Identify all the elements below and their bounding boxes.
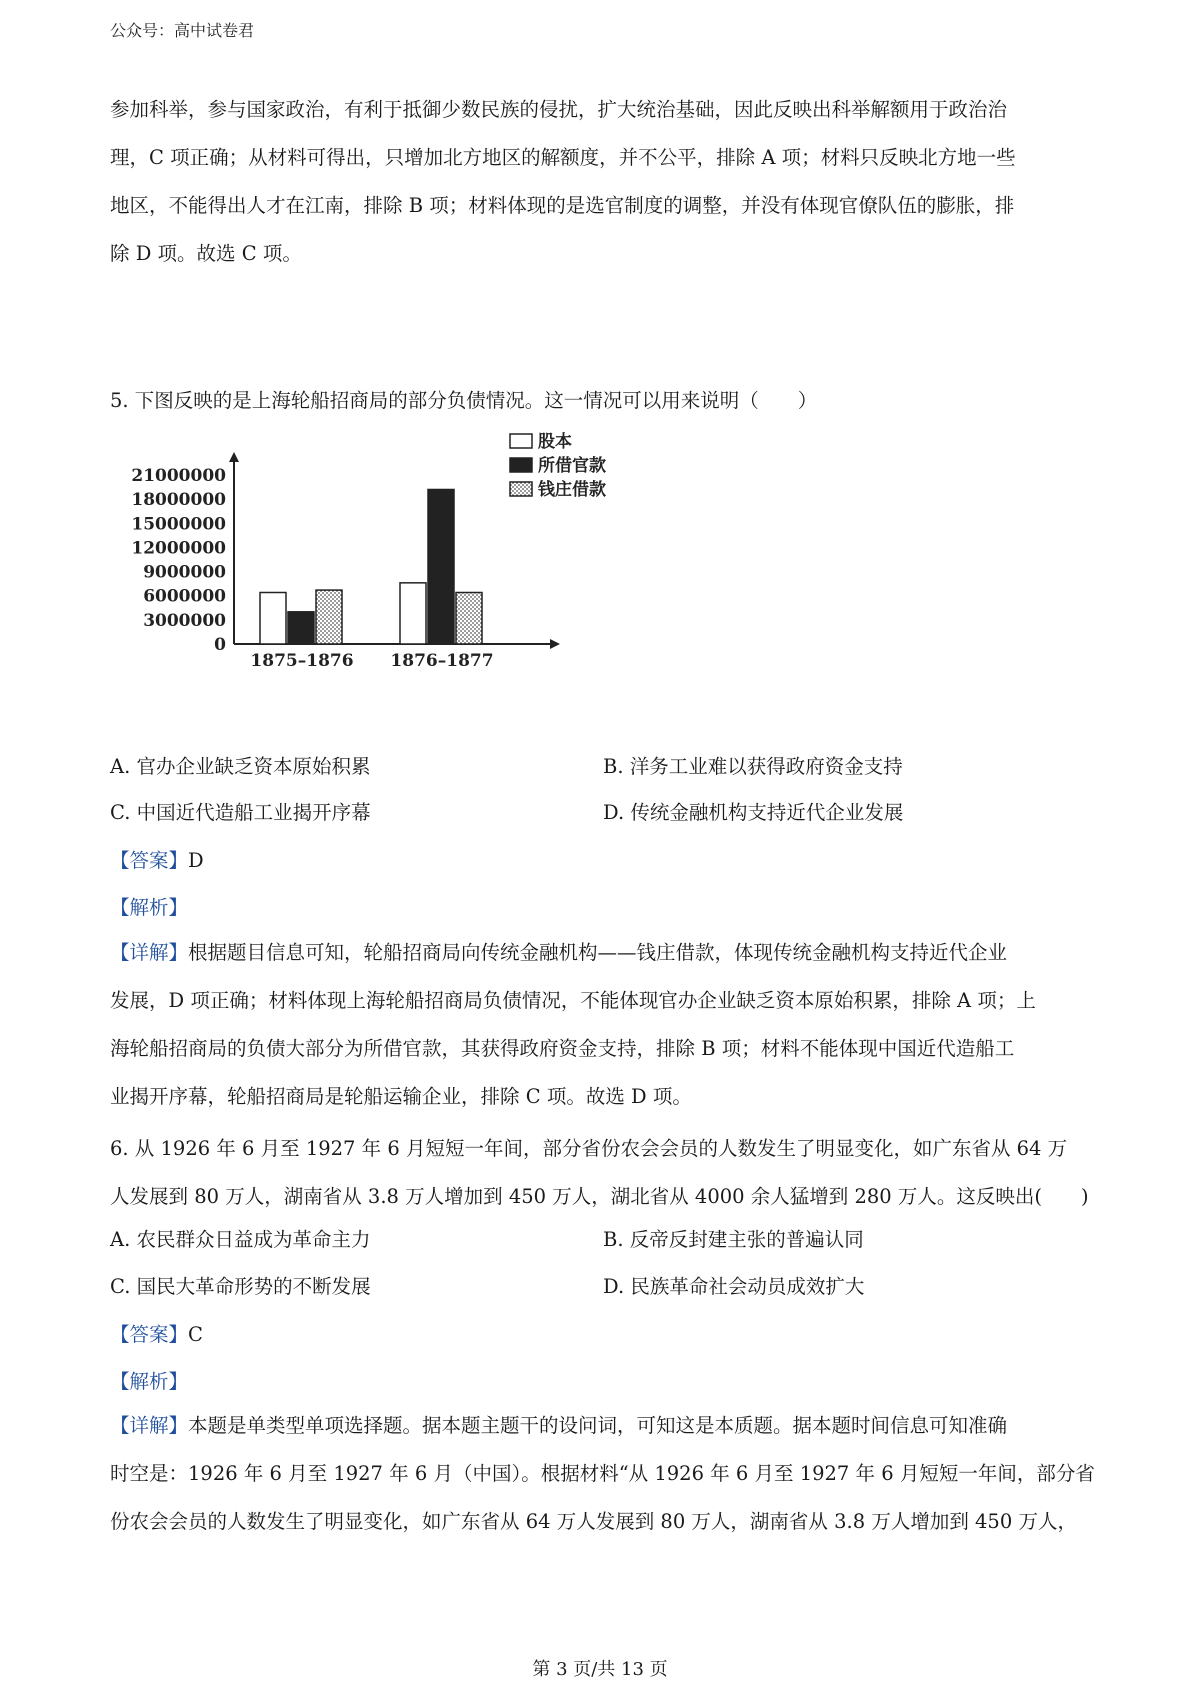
q6-option-d: D. 民族革命社会动员成效扩大 (603, 1275, 865, 1298)
detail-line: 发展，D 项正确；材料体现上海轮船招商局负债情况，不能体现官办企业缺乏资本原始积累，排除 A 项；上 (110, 989, 1036, 1012)
legend-swatch (510, 482, 532, 496)
detail-line: 份农会会员的人数发生了明显变化，如广东省从 64 万人发展到 80 万人，湖南省从 3.8 万人增加到 450 万人， (110, 1510, 1077, 1533)
y-tick-label: 21000000 (131, 466, 226, 486)
q6-option-a: A. 农民群众日益成为革命主力 (110, 1228, 371, 1251)
q6-analysis-tag: 【解析】 (110, 1370, 189, 1393)
q5-bar-chart (110, 432, 670, 677)
answer-tag: 【答案】 (110, 849, 189, 872)
page-header: 公众号：高中试卷君 (110, 21, 255, 40)
x-tick-label: 1875–1876 (250, 651, 354, 671)
q5-answer (110, 846, 204, 876)
detail-line: 业揭开序幕，轮船招商局是轮船运输企业，排除 C 项。故选 D 项。 (110, 1085, 692, 1108)
bar (456, 592, 482, 644)
x-tick-label: 1876–1877 (390, 651, 494, 671)
bar (400, 583, 426, 644)
detail-text: 根据题目信息可知，轮船招商局向传统金融机构——钱庄借款，体现传统金融机构支持近代企业 (188, 941, 1008, 964)
answer-value: D (188, 849, 204, 872)
q6-stem-line: 6. 从 1926 年 6 月至 1927 年 6 月短短一年间，部分省份农会会员的人数发生了明显变化，如广东省从 64 万 (110, 1137, 1068, 1160)
legend-swatch (510, 434, 532, 448)
y-tick-label: 9000000 (143, 562, 226, 583)
intro-line: 参加科举，参与国家政治，有利于抵御少数民族的侵扰，扩大统治基础，因此反映出科举解额用于政治治 (110, 98, 1008, 121)
q5-option-a: A. 官办企业缺乏资本原始积累 (110, 755, 371, 778)
detail-line (110, 929, 1110, 977)
y-tick-label: 18000000 (131, 490, 226, 511)
q5-option-d: D. 传统金融机构支持近代企业发展 (603, 801, 904, 824)
page-footer: 第 3 页/共 13 页 (532, 1659, 668, 1680)
detail-line: 海轮船招商局的负债大部分为所借官款，其获得政府资金支持，排除 B 项；材料不能体现中国近代造船工 (110, 1037, 1015, 1060)
legend-label: 钱庄借款 (538, 480, 606, 500)
y-tick-label: 12000000 (131, 538, 226, 559)
answer-tag: 【答案】 (110, 1323, 189, 1346)
bar (316, 590, 342, 644)
chart-x-labels (250, 651, 493, 671)
q5-analysis-tag: 【解析】 (110, 896, 189, 919)
detail-line: 时空是：1926 年 6 月至 1927 年 6 月（中国）。根据材料“从 1926 年 6 月至 1927 年 6 月短短一年间，部分省 (110, 1462, 1095, 1485)
bar (428, 489, 454, 644)
q6-stem-line: 人发展到 80 万人，湖南省从 3.8 万人增加到 450 万人，湖北省从 4000 余人猛增到 280 万人。这反映出( ) (110, 1185, 1089, 1208)
q6-detail (110, 1402, 1110, 1546)
y-tick-label: 15000000 (131, 514, 226, 535)
bar (288, 612, 314, 644)
y-tick-label: 6000000 (143, 586, 226, 607)
answer-value: C (188, 1323, 203, 1346)
legend-label: 所借官款 (538, 456, 606, 476)
intro-line: 地区，不能得出人才在江南，排除 B 项；材料体现的是选官制度的调整，并没有体现官僚队伍的膨胀，排 (110, 194, 1015, 217)
chart-legend (510, 432, 607, 500)
q6-option-c: C. 国民大革命形势的不断发展 (110, 1275, 371, 1298)
y-tick-label: 3000000 (143, 610, 226, 631)
detail-line (110, 1402, 1110, 1450)
intro-paragraph (110, 86, 1110, 278)
detail-tag: 【详解】 (110, 1414, 189, 1437)
detail-text: 本题是单类型单项选择题。据本题主题干的设问词，可知这是本质题。据本题时间信息可知准确 (188, 1414, 1008, 1437)
legend-label: 股本 (538, 432, 572, 452)
q5-option-c: C. 中国近代造船工业揭开序幕 (110, 801, 371, 824)
intro-line: 理，C 项正确；从材料可得出，只增加北方地区的解额度，并不公平，排除 A 项；材料只反映北方地一些 (110, 146, 1016, 169)
y-axis-arrow (229, 452, 239, 462)
q5-detail (110, 929, 1110, 1121)
x-axis-arrow (550, 639, 560, 649)
q6-option-b: B. 反帝反封建主张的普遍认同 (603, 1228, 864, 1251)
bar (260, 592, 286, 644)
chart-y-ticks (131, 466, 226, 655)
q5-stem: 5. 下图反映的是上海轮船招商局的部分负债情况。这一情况可以用来说明（ ） (110, 389, 818, 412)
intro-line: 除 D 项。故选 C 项。 (110, 242, 302, 265)
chart-bars (260, 489, 482, 644)
q6-stem (110, 1125, 1110, 1221)
y-tick-label: 0 (214, 635, 226, 655)
q6-answer (110, 1320, 203, 1350)
legend-swatch (510, 458, 532, 472)
detail-tag: 【详解】 (110, 941, 189, 964)
q5-option-b: B. 洋务工业难以获得政府资金支持 (603, 755, 903, 778)
